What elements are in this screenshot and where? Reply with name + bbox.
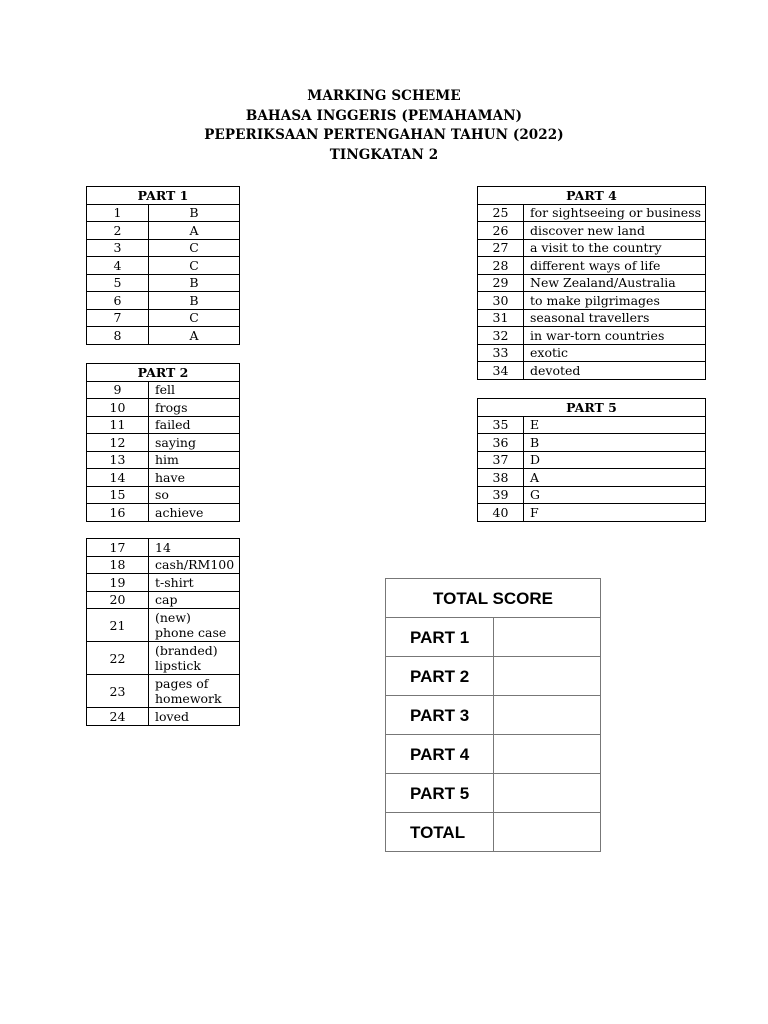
answer: 14 [149, 539, 240, 557]
part2-title: PART 2 [87, 364, 240, 382]
table-row [478, 416, 706, 434]
score-cell [494, 813, 601, 852]
score-row [386, 618, 601, 657]
table-row [87, 239, 240, 257]
answer: failed [149, 416, 240, 434]
answer: frogs [149, 399, 240, 417]
answer: devoted [524, 362, 706, 380]
question-number: 21 [87, 609, 149, 642]
table-row [478, 344, 706, 362]
table-row [87, 574, 240, 592]
table-row [478, 274, 706, 292]
table-row [478, 504, 706, 522]
score-row [386, 774, 601, 813]
question-number: 33 [478, 344, 524, 362]
question-number: 16 [87, 504, 149, 522]
question-number: 3 [87, 239, 149, 257]
score-label: PART 3 [386, 696, 494, 735]
question-number: 31 [478, 309, 524, 327]
question-number: 24 [87, 708, 149, 726]
part1-title: PART 1 [87, 187, 240, 205]
table-row [87, 399, 240, 417]
table-row [87, 469, 240, 487]
answer: t-shirt [149, 574, 240, 592]
answer: cap [149, 591, 240, 609]
answer: B [524, 434, 706, 452]
header-title: MARKING SCHEME [307, 88, 461, 104]
table-row [87, 642, 240, 675]
question-number: 2 [87, 222, 149, 240]
question-number: 19 [87, 574, 149, 592]
answer: a visit to the country [524, 239, 706, 257]
question-number: 37 [478, 451, 524, 469]
question-number: 17 [87, 539, 149, 557]
question-number: 13 [87, 451, 149, 469]
answer: (branded) lipstick [149, 642, 240, 675]
table-row [478, 239, 706, 257]
answer: achieve [149, 504, 240, 522]
answer: New Zealand/Australia [524, 274, 706, 292]
question-number: 32 [478, 327, 524, 345]
answer: A [149, 327, 240, 345]
answer: F [524, 504, 706, 522]
score-label: PART 4 [386, 735, 494, 774]
score-label: PART 1 [386, 618, 494, 657]
question-number: 14 [87, 469, 149, 487]
answer: saying [149, 434, 240, 452]
table-row [87, 309, 240, 327]
table-row [87, 556, 240, 574]
score-cell [494, 696, 601, 735]
table-row [87, 504, 240, 522]
table-row [87, 591, 240, 609]
answer: him [149, 451, 240, 469]
question-number: 15 [87, 486, 149, 504]
table-row [478, 204, 706, 222]
question-number: 5 [87, 274, 149, 292]
table-row [87, 274, 240, 292]
answer: B [149, 292, 240, 310]
question-number: 22 [87, 642, 149, 675]
part3-table [86, 538, 240, 726]
table-row [478, 451, 706, 469]
question-number: 8 [87, 327, 149, 345]
question-number: 26 [478, 222, 524, 240]
answer: (new) phone case [149, 609, 240, 642]
question-number: 11 [87, 416, 149, 434]
table-row [87, 539, 240, 557]
answer: in war-torn countries [524, 327, 706, 345]
question-number: 34 [478, 362, 524, 380]
table-row [87, 609, 240, 642]
answer: C [149, 239, 240, 257]
table-row [87, 434, 240, 452]
answer: B [149, 274, 240, 292]
question-number: 30 [478, 292, 524, 310]
total-score-table [385, 578, 601, 852]
document-header [0, 87, 768, 165]
answer: A [149, 222, 240, 240]
part2-table [86, 363, 240, 522]
question-number: 1 [87, 204, 149, 222]
question-number: 40 [478, 504, 524, 522]
question-number: 18 [87, 556, 149, 574]
answer: A [524, 469, 706, 487]
table-row [87, 327, 240, 345]
table-row [87, 416, 240, 434]
table-row [87, 708, 240, 726]
answer: C [149, 257, 240, 275]
question-number: 36 [478, 434, 524, 452]
score-cell [494, 735, 601, 774]
answer: pages of homework [149, 675, 240, 708]
question-number: 20 [87, 591, 149, 609]
answer: loved [149, 708, 240, 726]
question-number: 10 [87, 399, 149, 417]
question-number: 9 [87, 381, 149, 399]
table-row [478, 309, 706, 327]
score-row [386, 735, 601, 774]
question-number: 27 [478, 239, 524, 257]
question-number: 25 [478, 204, 524, 222]
answer: seasonal travellers [524, 309, 706, 327]
table-row [87, 222, 240, 240]
score-label: PART 2 [386, 657, 494, 696]
answer: C [149, 309, 240, 327]
question-number: 38 [478, 469, 524, 487]
table-row [478, 434, 706, 452]
table-row [478, 292, 706, 310]
question-number: 39 [478, 486, 524, 504]
score-cell [494, 618, 601, 657]
table-row [87, 292, 240, 310]
score-cell [494, 774, 601, 813]
header-exam: PEPERIKSAAN PERTENGAHAN TAHUN (2022) [204, 127, 564, 143]
part4-title: PART 4 [478, 187, 706, 205]
table-row [478, 222, 706, 240]
answer: have [149, 469, 240, 487]
answer: B [149, 204, 240, 222]
table-row [478, 327, 706, 345]
part5-title: PART 5 [478, 399, 706, 417]
score-row [386, 813, 601, 852]
answer: D [524, 451, 706, 469]
header-form: TINGKATAN 2 [329, 146, 439, 163]
answer: different ways of life [524, 257, 706, 275]
part5-table [477, 398, 706, 522]
part4-table [477, 186, 706, 380]
table-row [87, 381, 240, 399]
score-label: PART 5 [386, 774, 494, 813]
answer: exotic [524, 344, 706, 362]
question-number: 28 [478, 257, 524, 275]
answer: to make pilgrimages [524, 292, 706, 310]
question-number: 23 [87, 675, 149, 708]
score-label: TOTAL [386, 813, 494, 852]
question-number: 35 [478, 416, 524, 434]
answer: so [149, 486, 240, 504]
answer: cash/RM100 [149, 556, 240, 574]
question-number: 7 [87, 309, 149, 327]
answer: G [524, 486, 706, 504]
table-row [87, 451, 240, 469]
answer: fell [149, 381, 240, 399]
table-row [87, 204, 240, 222]
table-row [478, 362, 706, 380]
answer: discover new land [524, 222, 706, 240]
table-row [87, 257, 240, 275]
score-row [386, 657, 601, 696]
table-row [478, 469, 706, 487]
question-number: 29 [478, 274, 524, 292]
table-row [87, 675, 240, 708]
question-number: 12 [87, 434, 149, 452]
header-subject: BAHASA INGGERIS (PEMAHAMAN) [245, 107, 523, 124]
question-number: 4 [87, 257, 149, 275]
total-score-title: TOTAL SCORE [386, 579, 601, 618]
table-row [87, 486, 240, 504]
answer: for sightseeing or business [524, 204, 706, 222]
question-number: 6 [87, 292, 149, 310]
table-row [478, 257, 706, 275]
part1-table [86, 186, 240, 345]
answer: E [524, 416, 706, 434]
table-row [478, 486, 706, 504]
score-cell [494, 657, 601, 696]
score-row [386, 696, 601, 735]
